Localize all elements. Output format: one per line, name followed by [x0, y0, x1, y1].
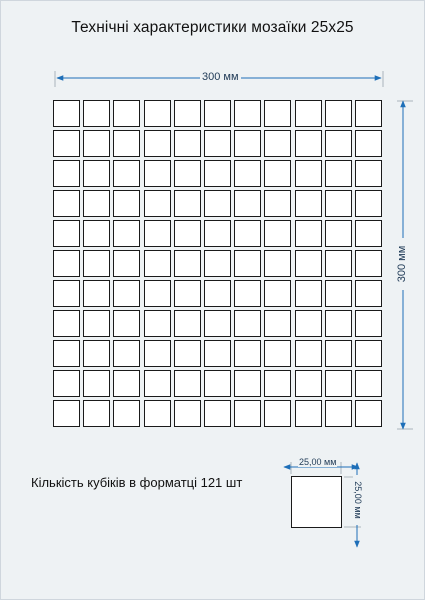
mosaic-tile: [83, 400, 110, 427]
mosaic-tile: [355, 160, 382, 187]
mosaic-tile: [83, 310, 110, 337]
mosaic-tile: [355, 190, 382, 217]
mosaic-tile: [355, 220, 382, 247]
mosaic-tile: [295, 190, 322, 217]
mosaic-tile: [174, 340, 201, 367]
mosaic-tile: [234, 280, 261, 307]
height-dimension-label: 300 мм: [396, 238, 408, 290]
mosaic-tile: [264, 160, 291, 187]
mosaic-tile: [144, 130, 171, 157]
mosaic-tile: [174, 130, 201, 157]
mosaic-tile: [53, 100, 80, 127]
mosaic-tile: [325, 100, 352, 127]
mosaic-tile: [174, 250, 201, 277]
mosaic-tile: [113, 400, 140, 427]
mosaic-tile: [264, 340, 291, 367]
mosaic-tile: [174, 400, 201, 427]
mosaic-tile: [83, 100, 110, 127]
mosaic-tile: [295, 370, 322, 397]
mosaic-tile: [83, 220, 110, 247]
mosaic-tile: [325, 310, 352, 337]
mosaic-tile: [264, 280, 291, 307]
mosaic-tile: [144, 100, 171, 127]
tile-height-label: 25,00 мм: [353, 475, 363, 525]
mosaic-tile: [234, 250, 261, 277]
mosaic-tile: [53, 370, 80, 397]
mosaic-tile: [53, 310, 80, 337]
mosaic-tile: [234, 100, 261, 127]
mosaic-tile: [83, 190, 110, 217]
mosaic-tile: [144, 160, 171, 187]
mosaic-tile: [325, 400, 352, 427]
mosaic-tile: [204, 220, 231, 247]
mosaic-tile: [204, 250, 231, 277]
mosaic-tile: [204, 400, 231, 427]
mosaic-tile: [264, 130, 291, 157]
mosaic-tile: [53, 160, 80, 187]
mosaic-tile: [355, 400, 382, 427]
mosaic-tile: [234, 310, 261, 337]
mosaic-tile: [355, 130, 382, 157]
mosaic-tile: [295, 160, 322, 187]
mosaic-tile: [234, 160, 261, 187]
mosaic-tile: [295, 280, 322, 307]
mosaic-tile: [83, 340, 110, 367]
mosaic-tile: [325, 370, 352, 397]
mosaic-tile: [325, 220, 352, 247]
mosaic-tile: [295, 310, 322, 337]
tile-width-label: 25,00 мм: [299, 457, 337, 467]
mosaic-tile: [204, 280, 231, 307]
mosaic-tile: [234, 400, 261, 427]
mosaic-tile: [264, 100, 291, 127]
mosaic-tile: [204, 100, 231, 127]
mosaic-tile: [295, 250, 322, 277]
mosaic-tile: [144, 310, 171, 337]
mosaic-tile: [325, 160, 352, 187]
mosaic-tile: [264, 400, 291, 427]
mosaic-tile: [234, 220, 261, 247]
mosaic-grid: [53, 100, 385, 430]
single-tile-detail: [291, 476, 342, 528]
mosaic-tile: [144, 250, 171, 277]
mosaic-tile: [144, 400, 171, 427]
mosaic-tile: [83, 160, 110, 187]
mosaic-tile: [295, 340, 322, 367]
mosaic-tile: [264, 220, 291, 247]
mosaic-tile: [355, 370, 382, 397]
mosaic-tile: [204, 370, 231, 397]
mosaic-tile: [355, 310, 382, 337]
mosaic-tile: [53, 190, 80, 217]
mosaic-tile: [174, 220, 201, 247]
mosaic-tile: [113, 220, 140, 247]
mosaic-tile: [174, 100, 201, 127]
mosaic-tile: [113, 280, 140, 307]
mosaic-tile: [325, 340, 352, 367]
mosaic-tile: [204, 310, 231, 337]
mosaic-tile: [355, 340, 382, 367]
mosaic-tile: [264, 190, 291, 217]
mosaic-tile: [204, 190, 231, 217]
mosaic-tile: [295, 130, 322, 157]
mosaic-tile: [325, 250, 352, 277]
mosaic-tile: [234, 340, 261, 367]
mosaic-tile: [174, 190, 201, 217]
mosaic-tile: [355, 100, 382, 127]
mosaic-tile: [144, 280, 171, 307]
mosaic-tile: [325, 130, 352, 157]
mosaic-tile: [53, 340, 80, 367]
mosaic-tile: [144, 340, 171, 367]
mosaic-tile: [264, 370, 291, 397]
mosaic-tile: [295, 100, 322, 127]
mosaic-tile: [325, 280, 352, 307]
mosaic-tile: [113, 310, 140, 337]
mosaic-tile: [234, 190, 261, 217]
mosaic-tile: [204, 130, 231, 157]
mosaic-tile: [204, 160, 231, 187]
mosaic-tile: [53, 280, 80, 307]
mosaic-tile: [204, 340, 231, 367]
mosaic-tile: [83, 280, 110, 307]
mosaic-tile: [83, 370, 110, 397]
mosaic-tile: [113, 370, 140, 397]
mosaic-tile: [174, 280, 201, 307]
mosaic-tile: [234, 130, 261, 157]
mosaic-tile: [53, 220, 80, 247]
page-title: Технічні характеристики мозаїки 25х25: [71, 19, 354, 36]
mosaic-tile: [234, 370, 261, 397]
mosaic-tile: [113, 250, 140, 277]
mosaic-tile: [144, 370, 171, 397]
tile-count-caption: Кількість кубіків в форматці 121 шт: [31, 475, 243, 490]
mosaic-tile: [53, 400, 80, 427]
mosaic-tile: [325, 190, 352, 217]
mosaic-tile: [113, 100, 140, 127]
mosaic-tile: [83, 250, 110, 277]
mosaic-tile: [53, 130, 80, 157]
mosaic-tile: [174, 160, 201, 187]
mosaic-tile: [144, 190, 171, 217]
mosaic-tile: [113, 340, 140, 367]
mosaic-tile: [295, 220, 322, 247]
mosaic-tile: [174, 370, 201, 397]
mosaic-tile: [174, 310, 201, 337]
mosaic-tile: [53, 250, 80, 277]
mosaic-tile: [295, 400, 322, 427]
mosaic-tile: [144, 220, 171, 247]
mosaic-tile: [355, 250, 382, 277]
mosaic-tile: [113, 160, 140, 187]
mosaic-tile: [355, 280, 382, 307]
mosaic-tile: [264, 250, 291, 277]
width-dimension-label: 300 мм: [202, 71, 239, 83]
mosaic-tile: [83, 130, 110, 157]
mosaic-tile: [264, 310, 291, 337]
mosaic-tile: [113, 130, 140, 157]
mosaic-tile: [113, 190, 140, 217]
